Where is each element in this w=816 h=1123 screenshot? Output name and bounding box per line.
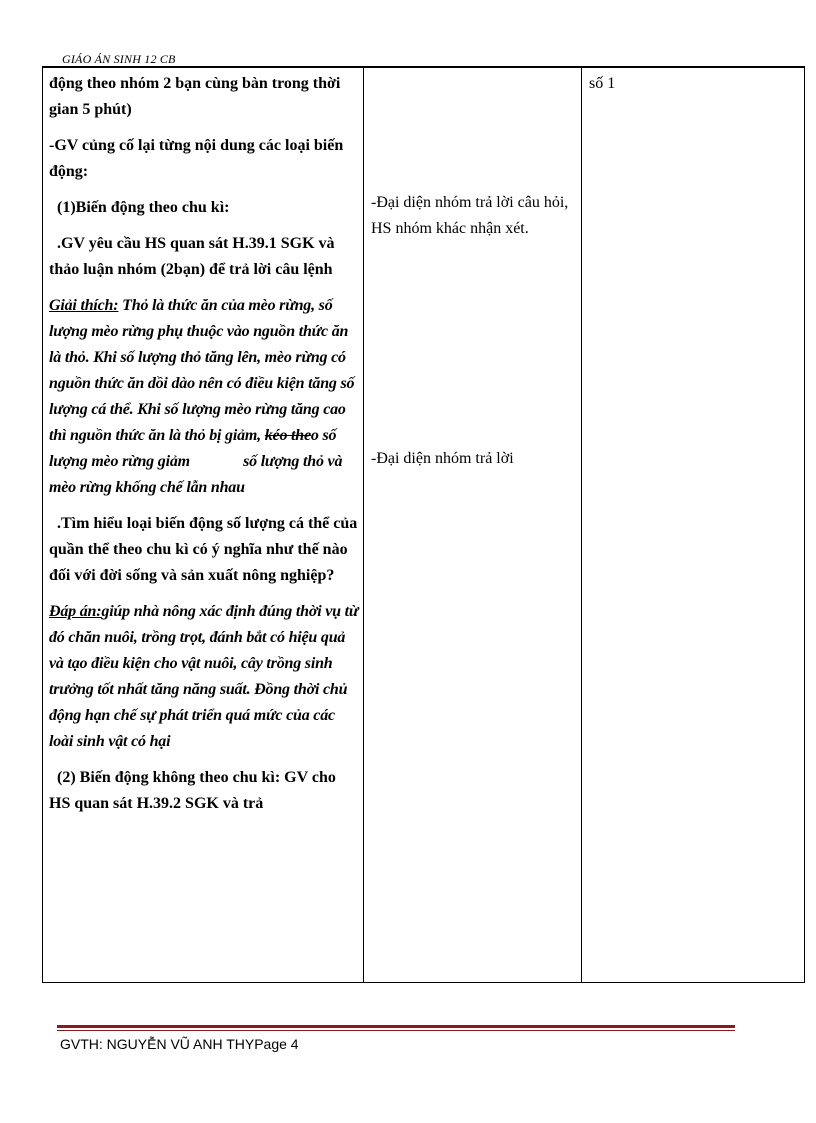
paragraph-group-work: động theo nhóm 2 bạn cùng bàn trong thời gian 5 phút) — [49, 75, 341, 118]
column-divider-1 — [363, 68, 364, 982]
explanation-text-b: o số lượng mèo rừng giảm số lượng thỏ và mèo rừng khống chế lẫn nhau — [49, 427, 347, 496]
student-response-1: -Đại diện nhóm trả lời câu hỏi, HS nhóm khác nhận xét. — [371, 194, 569, 237]
column-divider-2 — [581, 68, 582, 982]
teacher-activity-column — [49, 71, 359, 827]
paragraph-observe-figure: .GV yêu cầu HS quan sát H.39.1 SGK và thảo luận nhóm (2bạn) để trả lời câu lệnh — [49, 235, 335, 278]
student-response-2: -Đại diện nhóm trả lời — [371, 450, 514, 467]
answer-label: Đáp án: — [49, 603, 102, 620]
page-footer: GVTH: NGUYỄN VŨ ANH THYPage 4 — [60, 1036, 299, 1052]
footer-rule-thick — [57, 1025, 735, 1028]
notes-cell: số 1 — [589, 75, 616, 92]
explanation-strike-text: kéo the — [264, 427, 311, 444]
answer-paragraph — [49, 599, 359, 755]
explanation-label: Giải thích: — [49, 297, 119, 314]
explanation-paragraph — [49, 293, 359, 501]
heading-cyclic-fluctuation: (1)Biến động theo chu kì: — [57, 199, 230, 216]
explanation-text-a: Thỏ là thức ăn của mèo rừng, số lượng mèo rừng phụ thuộc vào nguồn thức ăn là thỏ. Khi số lượng thỏ tăng lên, mèo rừng có nguồn thức ăn dồi dào nên có điều kiện tăng số lượng cá thể. Khi số lượng mèo rừng tăng cao thì nguồn thức ăn là thỏ bị giảm, — [49, 297, 355, 444]
heading-noncyclic-fluctuation: (2) Biến động không theo chu kì: GV cho HS quan sát H.39.2 SGK và trả — [49, 769, 336, 812]
paragraph-consolidation: -GV củng cố lại từng nội dung các loại biến động: — [49, 137, 344, 180]
question-paragraph: .Tìm hiểu loại biến động số lượng cá thể của quần thể theo chu kì có ý nghĩa như thế nào đối với đời sống và sản xuất nông nghiệp? — [49, 515, 358, 584]
answer-text: giúp nhà nông xác định đúng thời vụ từ đó chăn nuôi, trồng trọt, đánh bắt có hiệu quả và tạo điều kiện cho vật nuôi, cây trồng sinh trưởng tốt nhất tăng năng suất. Đồng thời chủ động hạn chế sự phát triển quá mức của các loài sinh vật có hại — [49, 603, 359, 750]
page-header: GIÁO ÁN SINH 12 CB — [62, 52, 176, 66]
footer-rule-thin — [57, 1030, 735, 1031]
lesson-table — [42, 67, 805, 983]
